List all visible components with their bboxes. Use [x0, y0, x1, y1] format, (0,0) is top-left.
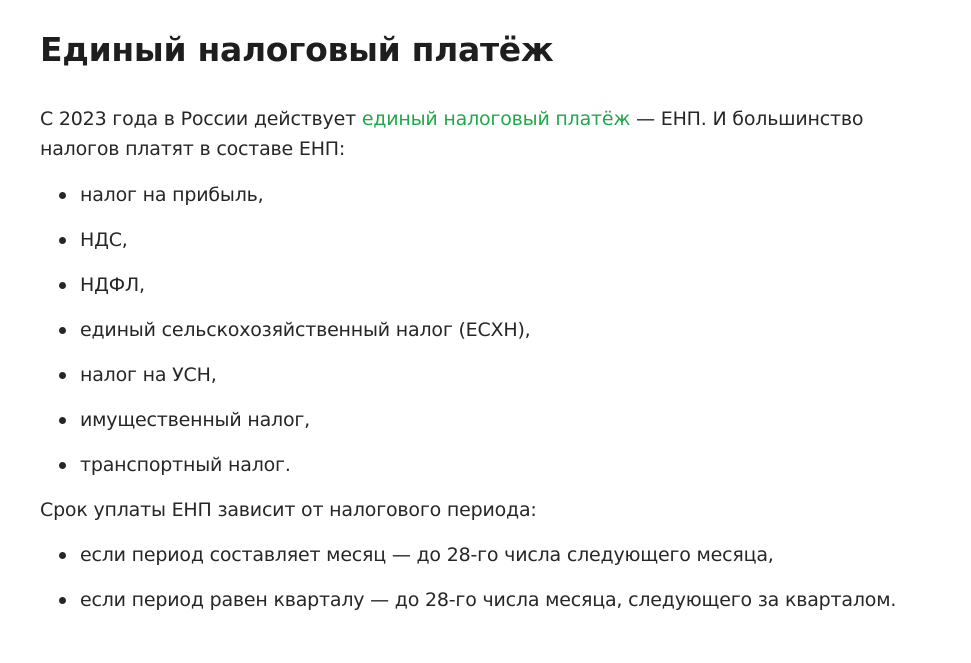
list-item — [40, 405, 940, 435]
list-item — [40, 360, 940, 390]
bullet-icon — [59, 192, 66, 199]
list-item-text: единый сельскохозяйственный налог (ЕСХН), — [80, 319, 531, 341]
deadline-list — [40, 540, 940, 615]
bullet-icon — [59, 597, 66, 604]
bullet-icon — [59, 237, 66, 244]
list-item — [40, 315, 940, 345]
list-item — [40, 585, 940, 615]
list-item-text: если период равен кварталу — до 28-го числа месяца, следующего за кварталом. — [80, 589, 897, 611]
enp-link[interactable]: единый налоговый платёж — [361, 108, 631, 130]
bullet-icon — [59, 327, 66, 334]
bullet-icon — [59, 552, 66, 559]
list-item-text: налог на прибыль, — [80, 184, 264, 206]
bullet-icon — [59, 462, 66, 469]
intro-text-after: — ЕНП. И большинство налогов платят в составе ЕНП: — [40, 108, 864, 160]
page-title: Единый налоговый платёж — [40, 30, 554, 69]
list-item — [40, 270, 940, 300]
list-item — [40, 180, 940, 210]
tax-list — [40, 180, 940, 480]
list-item-text: если период составляет месяц — до 28-го числа следующего месяца, — [80, 544, 774, 566]
bullet-icon — [59, 372, 66, 379]
intro-paragraph — [40, 104, 940, 164]
list-item — [40, 450, 940, 480]
list-item-text: НДС, — [80, 229, 128, 251]
bullet-icon — [59, 282, 66, 289]
list-item-text: НДФЛ, — [80, 274, 145, 296]
bullet-icon — [59, 417, 66, 424]
list-item — [40, 225, 940, 255]
intro-text-before: С 2023 года в России действует — [40, 108, 362, 130]
deadline-paragraph: Срок уплаты ЕНП зависит от налогового периода: — [40, 499, 537, 521]
list-item — [40, 540, 940, 570]
list-item-text: транспортный налог. — [80, 454, 291, 476]
list-item-text: имущественный налог, — [80, 409, 311, 431]
list-item-text: налог на УСН, — [80, 364, 217, 386]
